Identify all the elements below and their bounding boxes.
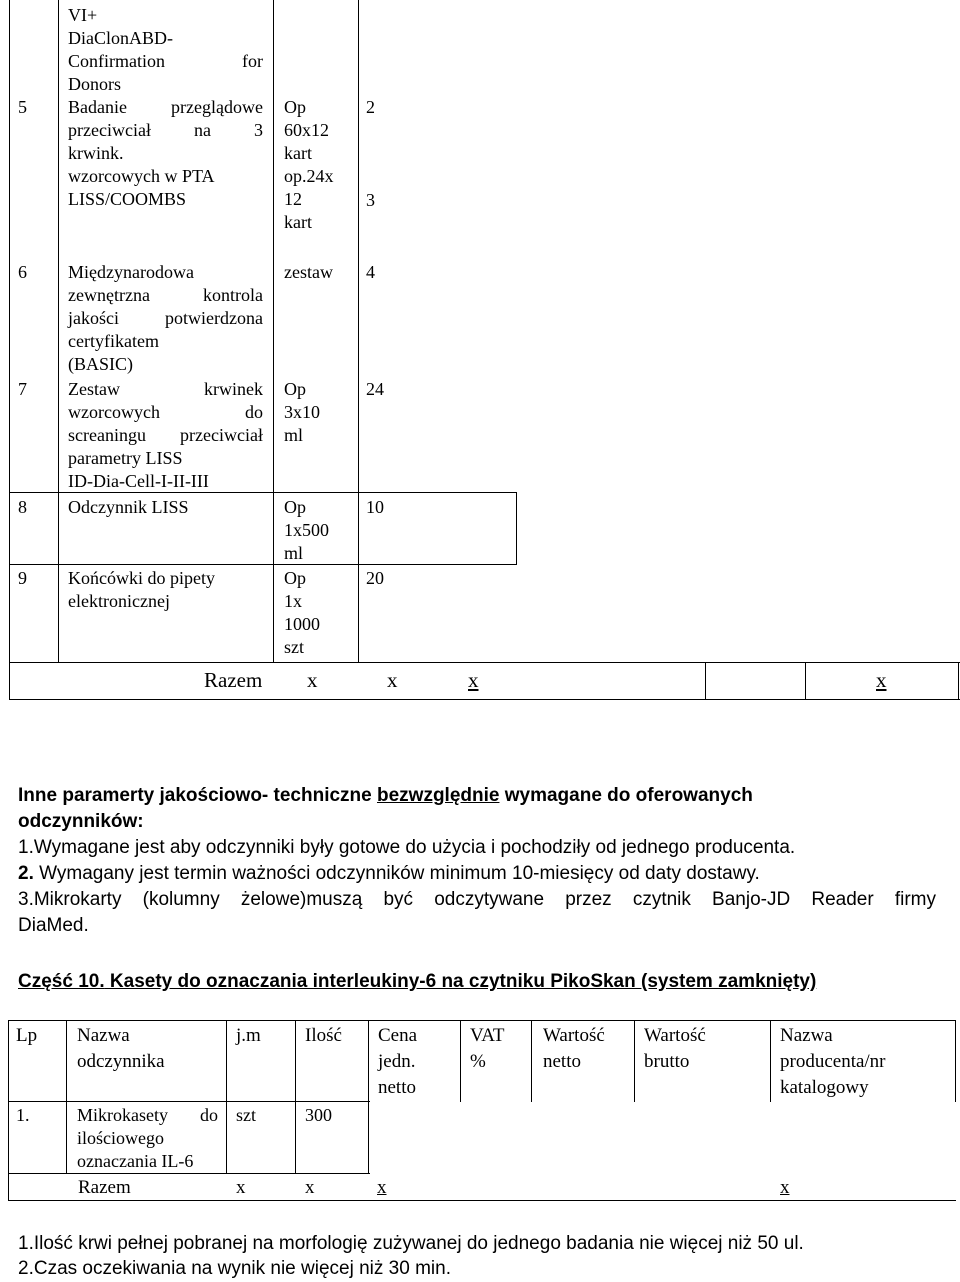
t2-div-lp [66, 1020, 67, 1173]
params-item-2: 2. Wymagany jest termin ważności odczynników minimum 10-miesięcy od daty dostawy. [18, 863, 760, 884]
row-6-name: Międzynarodowa zewnętrzna kontrola jakości potwierdzona certyfikatem (BASIC) [68, 262, 263, 374]
t2-razem-x4: x [780, 1177, 790, 1198]
params-heading: Inne paramerty jakościowo- techniczne bezwzględnie wymagane do oferowanych [18, 785, 753, 806]
footer-note-2: 2.Czas oczekiwania na wynik nie więcej niż 30 min. [18, 1258, 451, 1279]
t1-razem-bottom [9, 699, 960, 700]
t1-razem-x4: x [876, 668, 887, 692]
t2-div-netto [634, 1020, 635, 1102]
t2-header-vat: VAT % [470, 1025, 505, 1072]
t2-div-cena [460, 1020, 461, 1102]
footer-note-1: 1.Ilość krwi pełnej pobranej na morfologię zużywanej do jednego badania nie więcej niż 50 ul. [18, 1233, 804, 1254]
t1-row-line-b [9, 564, 517, 565]
cell-name-vi: VI+ DiaClonABD- Confirmation for Donors [68, 5, 263, 94]
t1-razem-x2: x [387, 668, 398, 692]
row-6-qty: 4 [366, 262, 375, 282]
row-9-name: Końcówki do pipety elektronicznej [68, 568, 215, 611]
t2-right-border [955, 1020, 956, 1102]
t1-col-divider-1 [58, 0, 59, 662]
t2-razem-x3: x [377, 1177, 387, 1198]
t2-div-jm [295, 1020, 296, 1173]
t2-row1-name: Mikrokasety do ilościowego oznaczania IL-6 [77, 1105, 218, 1171]
t2-div-nazwa [226, 1020, 227, 1173]
row-9-unit: Op 1x 1000 szt [284, 568, 320, 657]
row-5-unit: Op 60x12 kart op.24x 12 kart [284, 97, 334, 232]
row-7-num: 7 [18, 379, 27, 399]
params-item-1: 1.Wymagane jest aby odczynniki były gotowe do użycia i pochodziły od jednego producenta. [18, 837, 796, 858]
t2-razem-x1: x [236, 1177, 246, 1198]
row-9-num: 9 [18, 568, 27, 588]
t1-left-border [9, 0, 10, 700]
t2-row-bottom [8, 1173, 370, 1174]
params-section [18, 783, 936, 939]
t2-header-nazwa: Nazwa odczynnika [77, 1025, 165, 1072]
t2-left-border [8, 1020, 9, 1201]
row-8-name: Odczynnik LISS [68, 497, 189, 517]
t1-razem-x1: x [307, 668, 318, 692]
row-5-qty-1: 2 [366, 97, 375, 117]
t2-header-producent: Nazwa producenta/nr katalogowy [780, 1025, 886, 1098]
row-5-num: 5 [18, 97, 27, 117]
t2-div-brutto [770, 1020, 771, 1102]
t1-right-border [958, 662, 959, 700]
t2-header-brutto: Wartość brutto [644, 1025, 706, 1072]
t2-header-lp: Lp [16, 1025, 38, 1046]
t2-header-cena: Cena jedn. netto [378, 1025, 418, 1098]
row-9-qty: 20 [366, 568, 384, 588]
part-10-heading: Część 10. Kasety do oznaczania interleukiny-6 na czytniku PikoSkan (system zamknięty) [18, 971, 817, 992]
row-8-unit: Op 1x500 ml [284, 497, 329, 563]
row-7-unit: Op 3x10 ml [284, 379, 320, 445]
row-5-qty-2: 3 [366, 190, 375, 210]
t2-div-vat [531, 1020, 532, 1102]
row-7-name: Zestaw krwinek wzorcowych do screaningu przeciwciał parametry LISS ID-Dia-Cell-I-II-III [68, 379, 263, 491]
row-6-num: 6 [18, 262, 27, 282]
t1-col-divider-4 [516, 492, 517, 564]
t1-razem-div-2 [805, 662, 806, 700]
t1-razem-label: Razem [204, 668, 263, 692]
t2-row1-qty: 300 [305, 1105, 332, 1125]
t1-col-divider-3 [358, 0, 359, 662]
t1-razem-x3: x [468, 668, 479, 692]
row-6-unit: zestaw [284, 262, 333, 282]
t2-row1-lp: 1. [16, 1105, 30, 1125]
t1-razem-div-1 [705, 662, 706, 700]
t2-header-jm: j.m [236, 1025, 261, 1046]
t2-bottom-border [8, 1200, 956, 1201]
t2-header-bottom [8, 1101, 370, 1102]
t2-div-ilosc [368, 1020, 369, 1173]
t2-razem-x2: x [305, 1177, 315, 1198]
t2-razem-label: Razem [78, 1177, 131, 1198]
footer-notes [18, 1231, 804, 1281]
t2-header-netto: Wartość netto [543, 1025, 605, 1072]
t2-header-ilosc: Ilość [305, 1025, 342, 1046]
row-8-qty: 10 [366, 497, 384, 517]
params-item-3: 3.Mikrokarty (kolumny żelowe)muszą być odczytywane przez czytnik Banjo-JD Reader firmy [18, 889, 936, 910]
t1-razem-top [9, 662, 960, 663]
params-heading-line2: odczynników: [18, 811, 144, 832]
t1-col-divider-2 [273, 0, 274, 662]
t2-top-border [8, 1020, 956, 1021]
row-7-qty: 24 [366, 379, 384, 399]
params-item-3-cont: DiaMed. [18, 915, 89, 936]
row-5-name: Badanie przeglądowe przeciwciał na 3 krwink. wzorcowych w PTA LISS/COOMBS [68, 97, 263, 209]
t2-row1-jm: szt [236, 1105, 256, 1125]
row-8-num: 8 [18, 497, 27, 517]
